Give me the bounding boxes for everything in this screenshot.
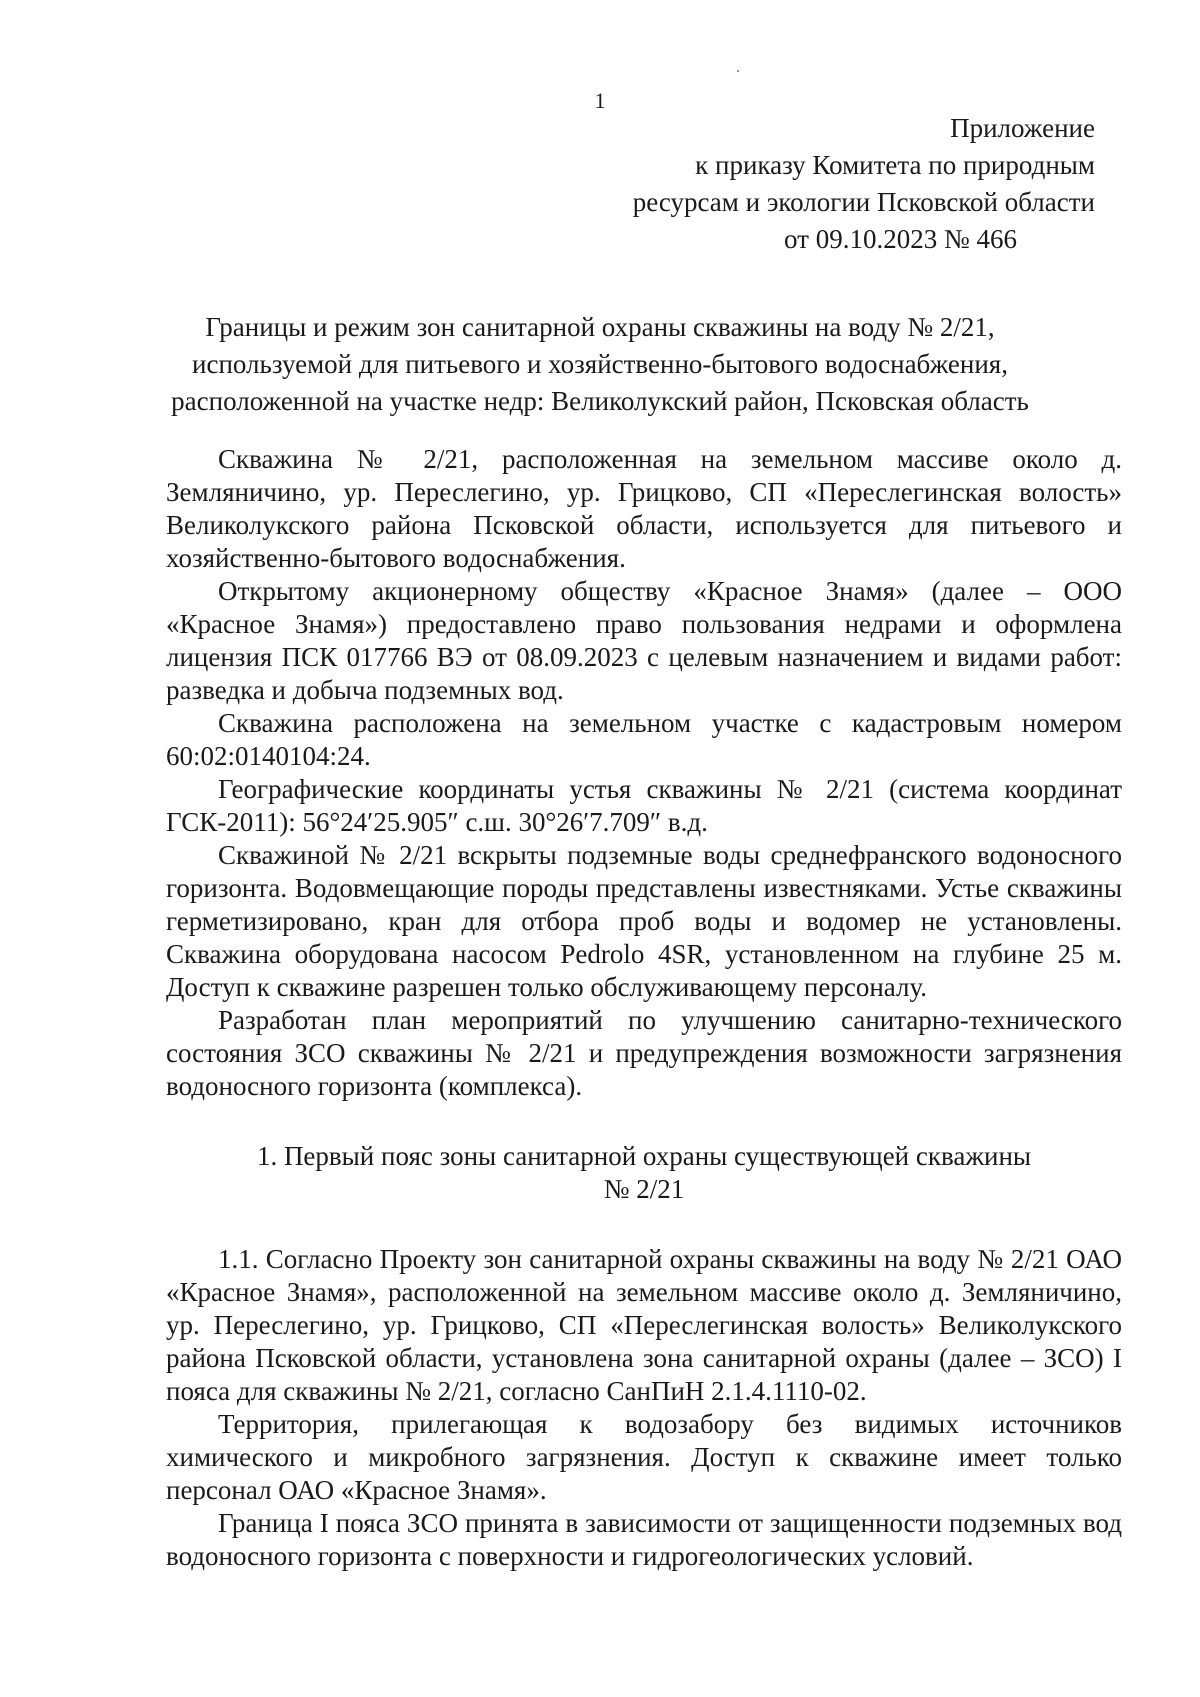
header-line-committee: ресурсам и экологии Псковской области (632, 187, 1095, 217)
paragraph-territory: Территория, прилегающая к водозабору без видимых источников химического и микробного загрязнения. Доступ к скважине имеет только персонал ОАО «Красное Знамя». (166, 1409, 1122, 1505)
title-line-2: используемой для питьевого и хозяйственно-бытового водоснабжения, (192, 349, 1008, 379)
title-line-1: Границы и режим зон санитарной охраны скважины на воду № 2/21, (205, 312, 995, 342)
paragraph-plan: Разработан план мероприятий по улучшению санитарно-технического состояния ЗСО скважины № 2/21 и предупреждения возможности загрязнения водоносного горизонта (комплекса). (166, 1005, 1122, 1101)
section-1-title-line-1: 1. Первый пояс зоны санитарной охраны существующей скважины (256, 1141, 1032, 1171)
appendix-header (633, 110, 1095, 258)
section-1-title (166, 1140, 1122, 1206)
paragraph-1-1: 1.1. Согласно Проекту зон санитарной охраны скважины на воду № 2/21 ОАО «Красное Знамя», расположенной на земельном массиве около д. Земляничино, ур. Переслегино, ур. Грицково, СП «Переслегинская волость» Великолукского района Псковской области, установлена зона санитарной охраны (далее – ЗСО) I пояса для скважины № 2/21, согласно СанПиН 2.1.4.1110-02. (166, 1244, 1122, 1406)
section-1-title-line-2: № 2/21 (603, 1174, 685, 1204)
header-line-appendix: Приложение (950, 113, 1095, 143)
paragraph-coordinates: Географические координаты устья скважины № 2/21 (система координат ГСК-2011): 56°24′25.905″ с.ш. 30°26′7.709″ в.д. (166, 774, 1122, 837)
document-body (166, 443, 1122, 1573)
paragraph-cadastral: Скважина расположена на земельном участке с кадастровым номером 60:02:0140104:24. (166, 708, 1122, 771)
paragraph-license: Открытому акционерному обществу «Красное Знамя» (далее – ООО «Красное Знамя») предоставлено право пользования недрами и оформлена лицензия ПСК 017766 ВЭ от 08.09.2023 с целевым назначением и видами работ: разведка и добыча подземных вод. (166, 576, 1122, 705)
paragraph-boundary: Граница I пояса ЗСО принята в зависимости от защищенности подземных вод водоносного горизонта с поверхности и гидрогеологических условий. (166, 1508, 1122, 1571)
paragraph-well-location: Скважина № 2/21, расположенная на земельном массиве около д. Земляничино, ур. Переслегино, ур. Грицково, СП «Переслегинская волость» Великолукского района Псковской области, используется для питьевого и хозяйственно-бытового водоснабжения. (166, 444, 1122, 573)
header-line-date-number: от 09.10.2023 № 466 (784, 224, 1017, 254)
title-line-3: расположенной на участке недр: Великолукский район, Псковская область (171, 386, 1029, 416)
page-number: 1 (594, 88, 606, 113)
header-line-order: к приказу Комитета по природным (695, 150, 1095, 180)
scan-speck (737, 70, 739, 72)
paragraph-aquifer: Скважиной № 2/21 вскрыты подземные воды среднефранского водоносного горизонта. Водовмещающие породы представлены известняками. Устье скважины герметизировано, кран для отбора проб воды и водомер не установлены. Скважина оборудована насосом Pedrolo 4SR, установленном на глубине 25 м. Доступ к скважине разрешен только обслуживающему персоналу. (166, 840, 1122, 1002)
document-title (100, 309, 1100, 420)
